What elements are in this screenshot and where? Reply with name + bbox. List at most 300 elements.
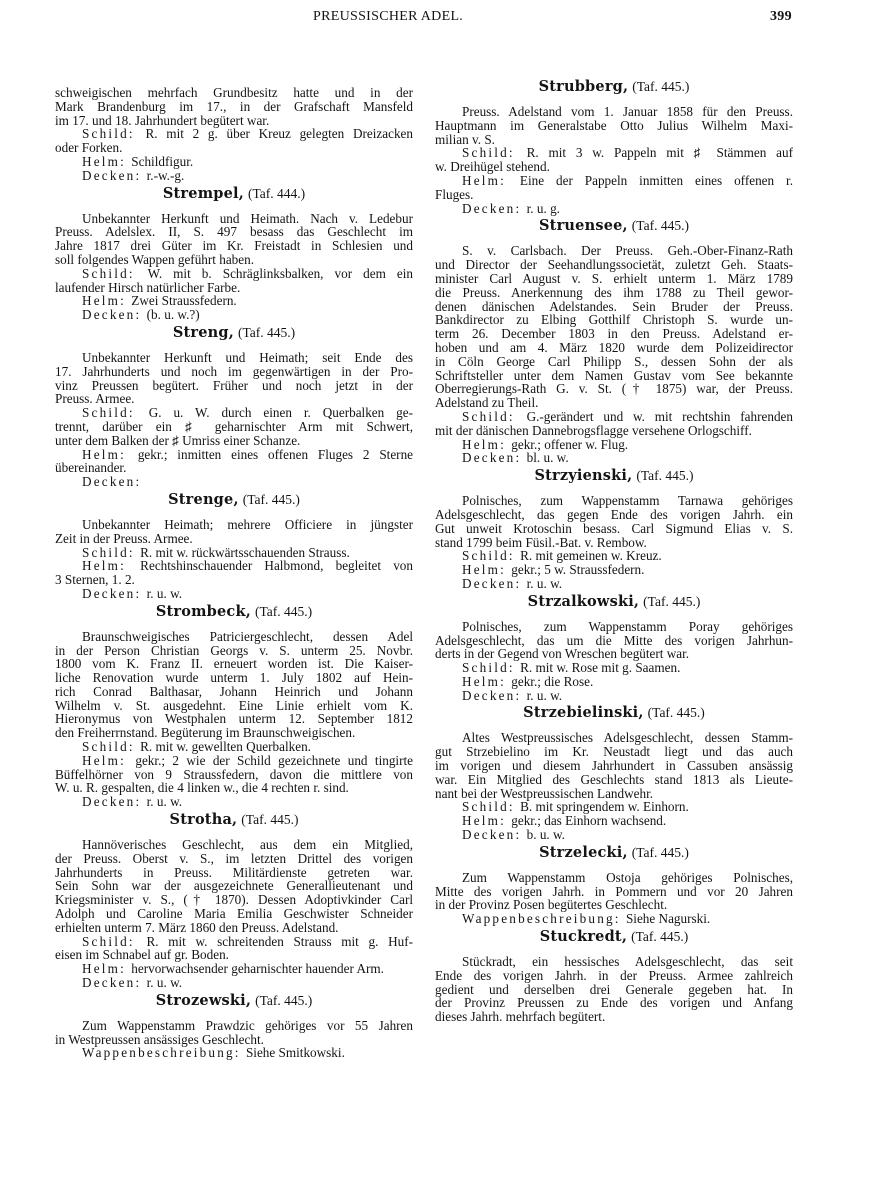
text-line — [435, 188, 793, 202]
text-line — [435, 341, 793, 355]
blazon-label: Decken: — [82, 794, 142, 810]
line-text: Hannöverisches Geschlecht, aus dem ein Mitglied, — [82, 837, 413, 853]
line-text: Schriftsteller unter dem Namen Gustav vom See bekannte — [435, 367, 793, 383]
text-line — [55, 141, 413, 155]
entry — [55, 491, 413, 601]
text-line — [55, 461, 413, 475]
blazon-label: Schild: — [82, 126, 135, 142]
text-line — [435, 536, 793, 550]
entry — [435, 78, 793, 215]
line-text: r. u. w. — [146, 794, 183, 810]
blazon-paragraph — [55, 169, 413, 183]
line-text: Adelstand zu Theil. — [435, 395, 539, 411]
text-line — [435, 787, 793, 801]
blazon-label: Decken: — [82, 975, 142, 991]
text-line — [55, 948, 413, 962]
text-line — [55, 448, 413, 462]
line-text: Sein Sohn war der ausgezeichnete Generallieutenant und — [55, 878, 413, 894]
text-line — [55, 1046, 413, 1060]
text-line — [435, 549, 793, 563]
line-text: r. u. w. — [146, 585, 183, 601]
text-line — [55, 921, 413, 935]
blazon-label: Helm: — [462, 172, 506, 188]
text-line — [55, 379, 413, 393]
line-text: gekr.; inmitten eines offenen Fluges 2 Sterne — [137, 446, 414, 462]
line-text: war. Ein Mitglied des Geschlechts stand 1813 als Lieute- — [435, 771, 793, 787]
plate-reference: (Taf. 445.) — [255, 992, 313, 1008]
line-text: b. u. w. — [526, 827, 565, 843]
blazon-paragraph — [55, 587, 413, 601]
entry — [435, 704, 793, 841]
blazon-label: Helm: — [462, 562, 506, 578]
plate-reference: (Taf. 445.) — [254, 603, 313, 619]
blazon-label: Helm: — [82, 446, 126, 462]
line-text: in der Person Christian Georgs v. S. unterm 25. Novbr. — [55, 642, 413, 658]
blazon-label: Schild: — [82, 544, 135, 560]
family-name: Strzyienski, — [534, 467, 633, 485]
blazon-paragraph — [55, 127, 413, 155]
family-name: Strenge, — [168, 490, 239, 508]
line-text: Preuss. Armee. — [55, 391, 135, 407]
text-line — [55, 781, 413, 795]
blazon-paragraph — [55, 267, 413, 295]
blazon-paragraph — [55, 546, 413, 560]
text-line — [435, 258, 793, 272]
text-line — [435, 119, 793, 133]
line-text: Polnisches, zum Wappenstamm Poray gehöriges — [462, 618, 793, 634]
line-text: Zeit in der Preuss. Armee. — [55, 530, 193, 546]
blazon-paragraph — [55, 962, 413, 976]
text-line — [55, 406, 413, 420]
description-paragraph — [435, 731, 793, 800]
blazon-label: Schild: — [82, 265, 135, 281]
text-line — [55, 434, 413, 448]
entry — [55, 811, 413, 990]
text-line — [55, 573, 413, 587]
text-line — [435, 898, 793, 912]
line-text: R. mit w. gewellten Querbalken. — [140, 739, 311, 755]
text-line — [55, 699, 413, 713]
line-text: laufender Hirsch natürlicher Farbe. — [55, 279, 241, 295]
text-line — [55, 685, 413, 699]
line-text: r. u. w. — [146, 975, 183, 991]
line-text: Preuss. Adelslex. II, S. 497 besass das Geschlecht im — [55, 224, 413, 240]
text-line — [55, 587, 413, 601]
entry-heading — [55, 491, 413, 508]
entry — [55, 86, 413, 183]
entry-heading — [435, 78, 793, 95]
line-text: R. mit gemeinen w. Kreuz. — [520, 548, 662, 564]
text-line — [435, 133, 793, 147]
plate-reference: (Taf. 445.) — [632, 79, 690, 94]
text-line — [435, 828, 793, 842]
line-text: gekr.; 5 w. Straussfedern. — [511, 562, 645, 578]
text-line — [435, 508, 793, 522]
text-line — [435, 871, 793, 885]
line-text: Polnisches, zum Wappenstamm Tarnawa gehöriges — [462, 493, 793, 509]
text-line — [55, 976, 413, 990]
family-name: Strempel, — [162, 184, 244, 202]
text-line — [435, 522, 793, 536]
description-paragraph — [435, 105, 793, 146]
description-paragraph — [435, 494, 793, 549]
line-text: Ende des vorigen Jahrh. in der Preuss. Armee zahlreich — [435, 967, 793, 983]
text-line — [435, 202, 793, 216]
text-line — [55, 225, 413, 239]
blazon-label: Decken: — [82, 307, 142, 323]
line-text: R. mit w. Rose mit g. Saamen. — [520, 660, 681, 676]
blazon-label: Decken: — [462, 575, 522, 591]
blazon-paragraph — [435, 912, 793, 926]
text-line — [435, 244, 793, 258]
line-text: w. Dreihügel stehend. — [435, 159, 550, 175]
line-text: Preuss. Adelstand vom 1. Januar 1858 für den Preuss. — [462, 104, 793, 119]
text-line — [55, 893, 413, 907]
text-line — [55, 365, 413, 379]
text-line — [55, 838, 413, 852]
blazon-label: Schild: — [462, 408, 515, 424]
line-text: Jahrhunderts in Preuss. Militärdienste getreten war. — [55, 864, 413, 880]
text-line — [55, 795, 413, 809]
blazon-paragraph — [435, 577, 793, 591]
line-text: in der Provinz Posen begütertes Geschlecht. — [435, 897, 668, 913]
blazon-paragraph — [435, 828, 793, 842]
text-line — [435, 396, 793, 410]
line-text: Hauptmann im Generalstabe Otto Julius Wilhelm Maxi- — [435, 117, 793, 133]
line-text: Bankdirector zu Elbing Gotthilf Christoph S. wurde un- — [435, 312, 793, 328]
line-text: Adolph und Caroline Maria Emilia Geschwister Schneider — [55, 906, 413, 922]
text-line — [435, 969, 793, 983]
text-line — [435, 146, 793, 160]
line-text: liche Renovation wurde unterm 1. July 1802 auf Hein- — [55, 670, 413, 686]
line-text: gekr.; 2 wie der Schild gezeichnete und tingirte — [135, 752, 413, 768]
line-text: in Westpreussen ansässiges Geschlecht. — [55, 1031, 264, 1047]
line-text: 17. Jahrhunderts und noch im gegenwärtigen in der Pro- — [55, 363, 413, 379]
line-text: schweigischen mehrfach Grundbesitz hatte und in der — [55, 85, 413, 100]
text-line — [55, 657, 413, 671]
blazon-label: Helm: — [462, 813, 506, 829]
blazon-label: Schild: — [462, 145, 515, 161]
line-text: Oberregierungs-Rath G. v. St. († 1875) war, der Preuss. — [435, 381, 793, 397]
text-line — [435, 955, 793, 969]
entry-heading — [435, 217, 793, 234]
line-text: stand 1799 beim Füsil.-Bat. v. Rembow. — [435, 534, 647, 550]
line-text: G.-gerändert und w. mit rechtshin fahrenden — [526, 408, 794, 424]
entry-heading — [55, 603, 413, 620]
line-text: rich Conrad Balthasar, Johann Heinrich und Johann — [55, 683, 413, 699]
line-text: übereinander. — [55, 460, 127, 476]
text-line — [55, 308, 413, 322]
text-line — [55, 114, 413, 128]
blazon-paragraph — [55, 559, 413, 587]
blazon-label: Decken: — [82, 474, 142, 490]
description-paragraph — [435, 620, 793, 661]
blazon-paragraph — [55, 935, 413, 963]
text-line — [435, 800, 793, 814]
blazon-label: Helm: — [82, 153, 126, 169]
text-line — [435, 563, 793, 577]
blazon-label: Schild: — [462, 799, 515, 815]
blazon-label: Decken: — [82, 167, 142, 183]
text-line — [435, 272, 793, 286]
plate-reference: (Taf. 445.) — [242, 491, 300, 507]
line-text: vinz Preussen begütert. Früher und noch jetzt in der — [55, 377, 413, 393]
line-text: Eine der Pappeln inmitten eines offenen r. — [519, 172, 793, 188]
text-line — [435, 912, 793, 926]
entry — [55, 324, 413, 489]
line-text: gekr.; die Rose. — [511, 673, 594, 689]
text-line — [435, 160, 793, 174]
text-line — [435, 313, 793, 327]
description-paragraph — [55, 838, 413, 935]
entry — [55, 185, 413, 322]
blazon-label: Decken: — [462, 450, 522, 466]
plate-reference: (Taf. 445.) — [631, 844, 689, 860]
blazon-paragraph — [435, 438, 793, 452]
line-text: Unbekannter Heimath; mehrere Officiere in jüngster — [82, 516, 413, 532]
family-name: Stuckredt, — [539, 928, 628, 946]
text-line — [435, 369, 793, 383]
text-line — [55, 740, 413, 754]
line-text: die Preuss. Anerkennung des ihm 1788 zu Theil gewor- — [435, 284, 793, 300]
text-line — [55, 1033, 413, 1047]
line-text: r. u. w. — [526, 575, 563, 591]
line-text: oder Forken. — [55, 140, 123, 156]
blazon-label: Helm: — [462, 673, 506, 689]
blazon-paragraph — [435, 174, 793, 202]
text-line — [55, 962, 413, 976]
text-line — [55, 532, 413, 546]
text-line — [435, 661, 793, 675]
line-text: derts in der Gegend von Wreschen begütert war. — [435, 646, 690, 662]
blazon-paragraph — [55, 740, 413, 754]
blazon-paragraph — [55, 976, 413, 990]
line-text: G. u. W. durch einen r. Querbalken ge- — [148, 405, 414, 421]
line-text: gedient und derselben drei Generale gegeben hat. In — [435, 981, 793, 997]
text-line — [55, 866, 413, 880]
line-text: W. mit b. Schräglinksbalken, vor dem ein — [147, 265, 413, 281]
line-text: Altes Westpreussisches Adelsgeschlecht, dessen Stamm- — [462, 730, 793, 746]
entry-heading — [55, 811, 413, 828]
text-line — [435, 814, 793, 828]
text-line — [435, 759, 793, 773]
text-line — [55, 294, 413, 308]
text-line — [435, 327, 793, 341]
family-name: Struensee, — [539, 217, 628, 235]
blazon-paragraph — [435, 549, 793, 563]
text-line — [55, 100, 413, 114]
text-line — [435, 983, 793, 997]
text-line — [55, 1019, 413, 1033]
line-text: im 17. und 18. Jahrhundert begütert war. — [55, 112, 270, 128]
text-line — [435, 647, 793, 661]
text-line — [435, 410, 793, 424]
entry-heading — [435, 593, 793, 610]
line-text: S. v. Carlsbach. Der Preuss. Geh.-Ober-Finanz-Rath — [462, 243, 793, 259]
text-line — [55, 726, 413, 740]
family-name: Strozewski, — [155, 991, 252, 1009]
blazon-paragraph — [55, 308, 413, 322]
blazon-paragraph — [435, 675, 793, 689]
line-text: R. mit 2 g. über Kreuz gelegten Dreizacken — [145, 126, 414, 142]
line-text: der Preuss. Oberst v. S., im letzten Drittel des vorigen — [55, 850, 413, 866]
line-text: Unbekannter Herkunft und Heimath. Nach v. Ledebur — [82, 210, 413, 226]
description-paragraph — [55, 86, 413, 127]
line-text: Gut unweit Krotoschin besass. Carl Sigmund Elias v. S. — [435, 520, 793, 536]
line-text: Adelsgeschlecht, das gegen Ende des vorigen Jahrh. ein — [435, 506, 793, 522]
blazon-paragraph — [55, 448, 413, 476]
line-text: term 26. December 1803 in den Preuss. Adelstand er- — [435, 326, 793, 342]
blazon-label: Wappenbeschreibung: — [82, 1045, 241, 1061]
line-text: bl. u. w. — [526, 450, 569, 466]
page-number: 399 — [770, 9, 792, 24]
line-text: r. u. w. — [526, 687, 563, 703]
line-text: r.-w.-g. — [146, 167, 185, 183]
blazon-paragraph — [55, 475, 413, 489]
description-paragraph — [435, 871, 793, 912]
line-text: Zum Wappenstamm Prawdzic gehöriges vor 55 Jahren — [82, 1017, 413, 1033]
line-text: Zwei Straussfedern. — [131, 293, 237, 309]
line-text: milian v. S. — [435, 131, 495, 147]
line-text: Adelsgeschlecht, das um die Mitte des vorigen Jahrhun- — [435, 632, 793, 648]
text-line — [435, 382, 793, 396]
blazon-paragraph — [55, 406, 413, 447]
entry-heading — [55, 324, 413, 341]
blazon-label: Schild: — [82, 739, 135, 755]
text-line — [435, 689, 793, 703]
line-text: gekr.; das Einhorn wachsend. — [511, 813, 667, 829]
entry — [435, 593, 793, 703]
line-text: B. mit springendem w. Einhorn. — [520, 799, 689, 815]
line-text: Stückradt, ein hessisches Adelsgeschlecht, das seit — [462, 954, 793, 970]
description-paragraph — [55, 518, 413, 546]
text-line — [55, 351, 413, 365]
blazon-label: Helm: — [82, 293, 126, 309]
text-line — [435, 300, 793, 314]
line-text: Zum Wappenstamm Ostoja gehöriges Polnisches, — [462, 869, 793, 885]
text-line — [55, 475, 413, 489]
entry — [435, 467, 793, 591]
text-line — [55, 630, 413, 644]
description-paragraph — [55, 630, 413, 740]
text-line — [55, 420, 413, 434]
text-line — [55, 239, 413, 253]
text-line — [435, 494, 793, 508]
text-line — [55, 559, 413, 573]
blazon-label: Helm: — [82, 752, 126, 768]
text-line — [435, 1010, 793, 1024]
line-text: minister Carl August v. S. erhielt unterm 1. März 1789 — [435, 270, 793, 286]
text-line — [55, 546, 413, 560]
line-text: gekr.; offener w. Flug. — [511, 436, 629, 452]
line-text: 3 Sternen, 1. 2. — [55, 572, 135, 588]
text-line — [55, 169, 413, 183]
blazon-paragraph — [435, 563, 793, 577]
blazon-label: Wappenbeschreibung: — [462, 911, 621, 927]
line-text: denen dänischen Adelstandes. Sein Bruder der Preuss. — [435, 298, 793, 314]
line-text: hervorwachsender geharnischter hauender Arm. — [131, 961, 384, 977]
family-name: Strotha, — [169, 811, 238, 829]
text-line — [435, 745, 793, 759]
text-line — [55, 518, 413, 532]
text-line — [55, 253, 413, 267]
line-text: Kriegsminister v. S., († 1870). Dessen Adoptivkinder Carl — [55, 892, 413, 908]
blazon-label: Schild: — [82, 405, 135, 421]
text-line — [435, 451, 793, 465]
line-text: soll folgendes Wappen geführt haben. — [55, 251, 255, 267]
blazon-label: Decken: — [462, 200, 522, 216]
line-text: Fluges. — [435, 186, 474, 202]
entry — [435, 217, 793, 465]
line-text: dieses Jahrh. mehrfach begütert. — [435, 1009, 606, 1025]
text-line — [55, 212, 413, 226]
blazon-label: Helm: — [82, 961, 126, 977]
line-text: Rechtshinschauender Halbmond, begleitet von — [140, 558, 413, 574]
line-text: r. u. g. — [526, 200, 560, 216]
family-name: Strzalkowski, — [527, 592, 640, 610]
blazon-paragraph — [435, 814, 793, 828]
text-line — [435, 438, 793, 452]
entry — [435, 928, 793, 1024]
text-line — [55, 281, 413, 295]
plate-reference: (Taf. 444.) — [247, 185, 306, 201]
line-text: Jahre 1817 drei Güter im Kr. Freistadt in Schlesien und — [55, 238, 413, 254]
text-line — [55, 768, 413, 782]
text-line — [55, 644, 413, 658]
text-line — [435, 577, 793, 591]
text-line — [55, 879, 413, 893]
text-line — [55, 127, 413, 141]
description-paragraph — [55, 351, 413, 406]
blazon-paragraph — [55, 795, 413, 809]
entry — [55, 603, 413, 809]
text-line — [435, 286, 793, 300]
line-text: R. mit w. rückwärtsschauenden Strauss. — [140, 544, 350, 560]
family-name: Strombeck, — [155, 602, 251, 620]
line-text: Wilhelm v. St. ausgedehnt. Eine Linie erhielt vom K. — [55, 697, 413, 713]
line-text: Unbekannter Herkunft und Heimath; seit Ende des — [82, 349, 413, 365]
text-line — [55, 754, 413, 768]
blazon-paragraph — [435, 689, 793, 703]
text-line — [435, 773, 793, 787]
plate-reference: (Taf. 445.) — [631, 929, 689, 945]
line-text: gut Strzebielino im Kr. Neustadt liegt und das auch — [435, 744, 793, 760]
text-line — [55, 852, 413, 866]
line-text: R. mit 3 w. Pappeln mit ♯ Stämmen auf — [526, 145, 793, 161]
line-text: 1800 vom K. Franz II. erneuert worden ist. Die Kaiser- — [55, 656, 413, 672]
line-text: den Freiherrnstand. Begüterung im Braunschweigischen. — [55, 725, 356, 741]
blazon-paragraph — [435, 451, 793, 465]
text-line — [435, 174, 793, 188]
blazon-paragraph — [435, 661, 793, 675]
text-line — [55, 392, 413, 406]
text-line — [435, 675, 793, 689]
blazon-label: Decken: — [462, 687, 522, 703]
right-column — [435, 78, 793, 1024]
text-line — [55, 712, 413, 726]
line-text: Siehe Nagurski. — [625, 911, 711, 927]
text-line — [435, 355, 793, 369]
line-text: Mark Brandenburg im 17., in der Grafschaft Mansfeld — [55, 98, 413, 114]
entry-heading — [435, 928, 793, 945]
entry-heading — [435, 844, 793, 861]
line-text: mit der dänischen Dannebrogsflagge versehene Orlogschiff. — [435, 422, 752, 438]
family-name: Streng, — [172, 323, 234, 341]
blazon-paragraph — [55, 155, 413, 169]
description-paragraph — [435, 244, 793, 410]
text-line — [55, 267, 413, 281]
text-line — [55, 155, 413, 169]
